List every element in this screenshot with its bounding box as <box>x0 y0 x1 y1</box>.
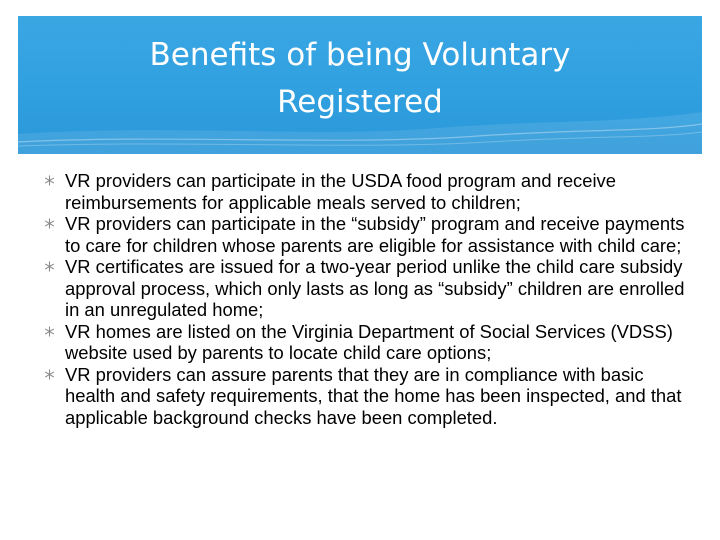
bullet-text: VR providers can assure parents that they are in compliance with basic health and safety requirements, that the home has been inspected, and that applicable background checks have been completed. <box>65 363 682 428</box>
list-item <box>44 321 694 364</box>
bullet-text: VR homes are listed on the Virginia Department of Social Services (VDSS) website used by parents to locate child care options; <box>65 320 673 363</box>
list-item <box>44 213 694 256</box>
asterisk-bullet-icon <box>44 326 55 337</box>
asterisk-bullet-icon <box>44 369 55 380</box>
bullet-text: VR certificates are issued for a two-year period unlike the child care subsidy approval process, which only lasts as long as “subsidy” children are enrolled in an unregulated home; <box>65 256 685 320</box>
bullet-text: VR providers can participate in the USDA food program and receive reimbursements for applicable meals served to children; <box>65 170 616 213</box>
list-item <box>44 364 694 429</box>
asterisk-bullet-icon <box>44 261 55 272</box>
title-banner <box>18 16 702 154</box>
asterisk-bullet-icon <box>44 175 55 186</box>
asterisk-bullet-icon <box>44 218 55 229</box>
list-item <box>44 256 694 321</box>
title-line-2: Registered <box>277 84 443 120</box>
bullet-list <box>44 170 694 428</box>
slide-title <box>18 32 702 126</box>
bullet-text: VR providers can participate in the “subsidy” program and receive payments to care for children whose parents are eligible for assistance with child care; <box>65 213 685 256</box>
title-line-1: Benefits of being Voluntary <box>149 37 571 73</box>
list-item <box>44 170 694 213</box>
